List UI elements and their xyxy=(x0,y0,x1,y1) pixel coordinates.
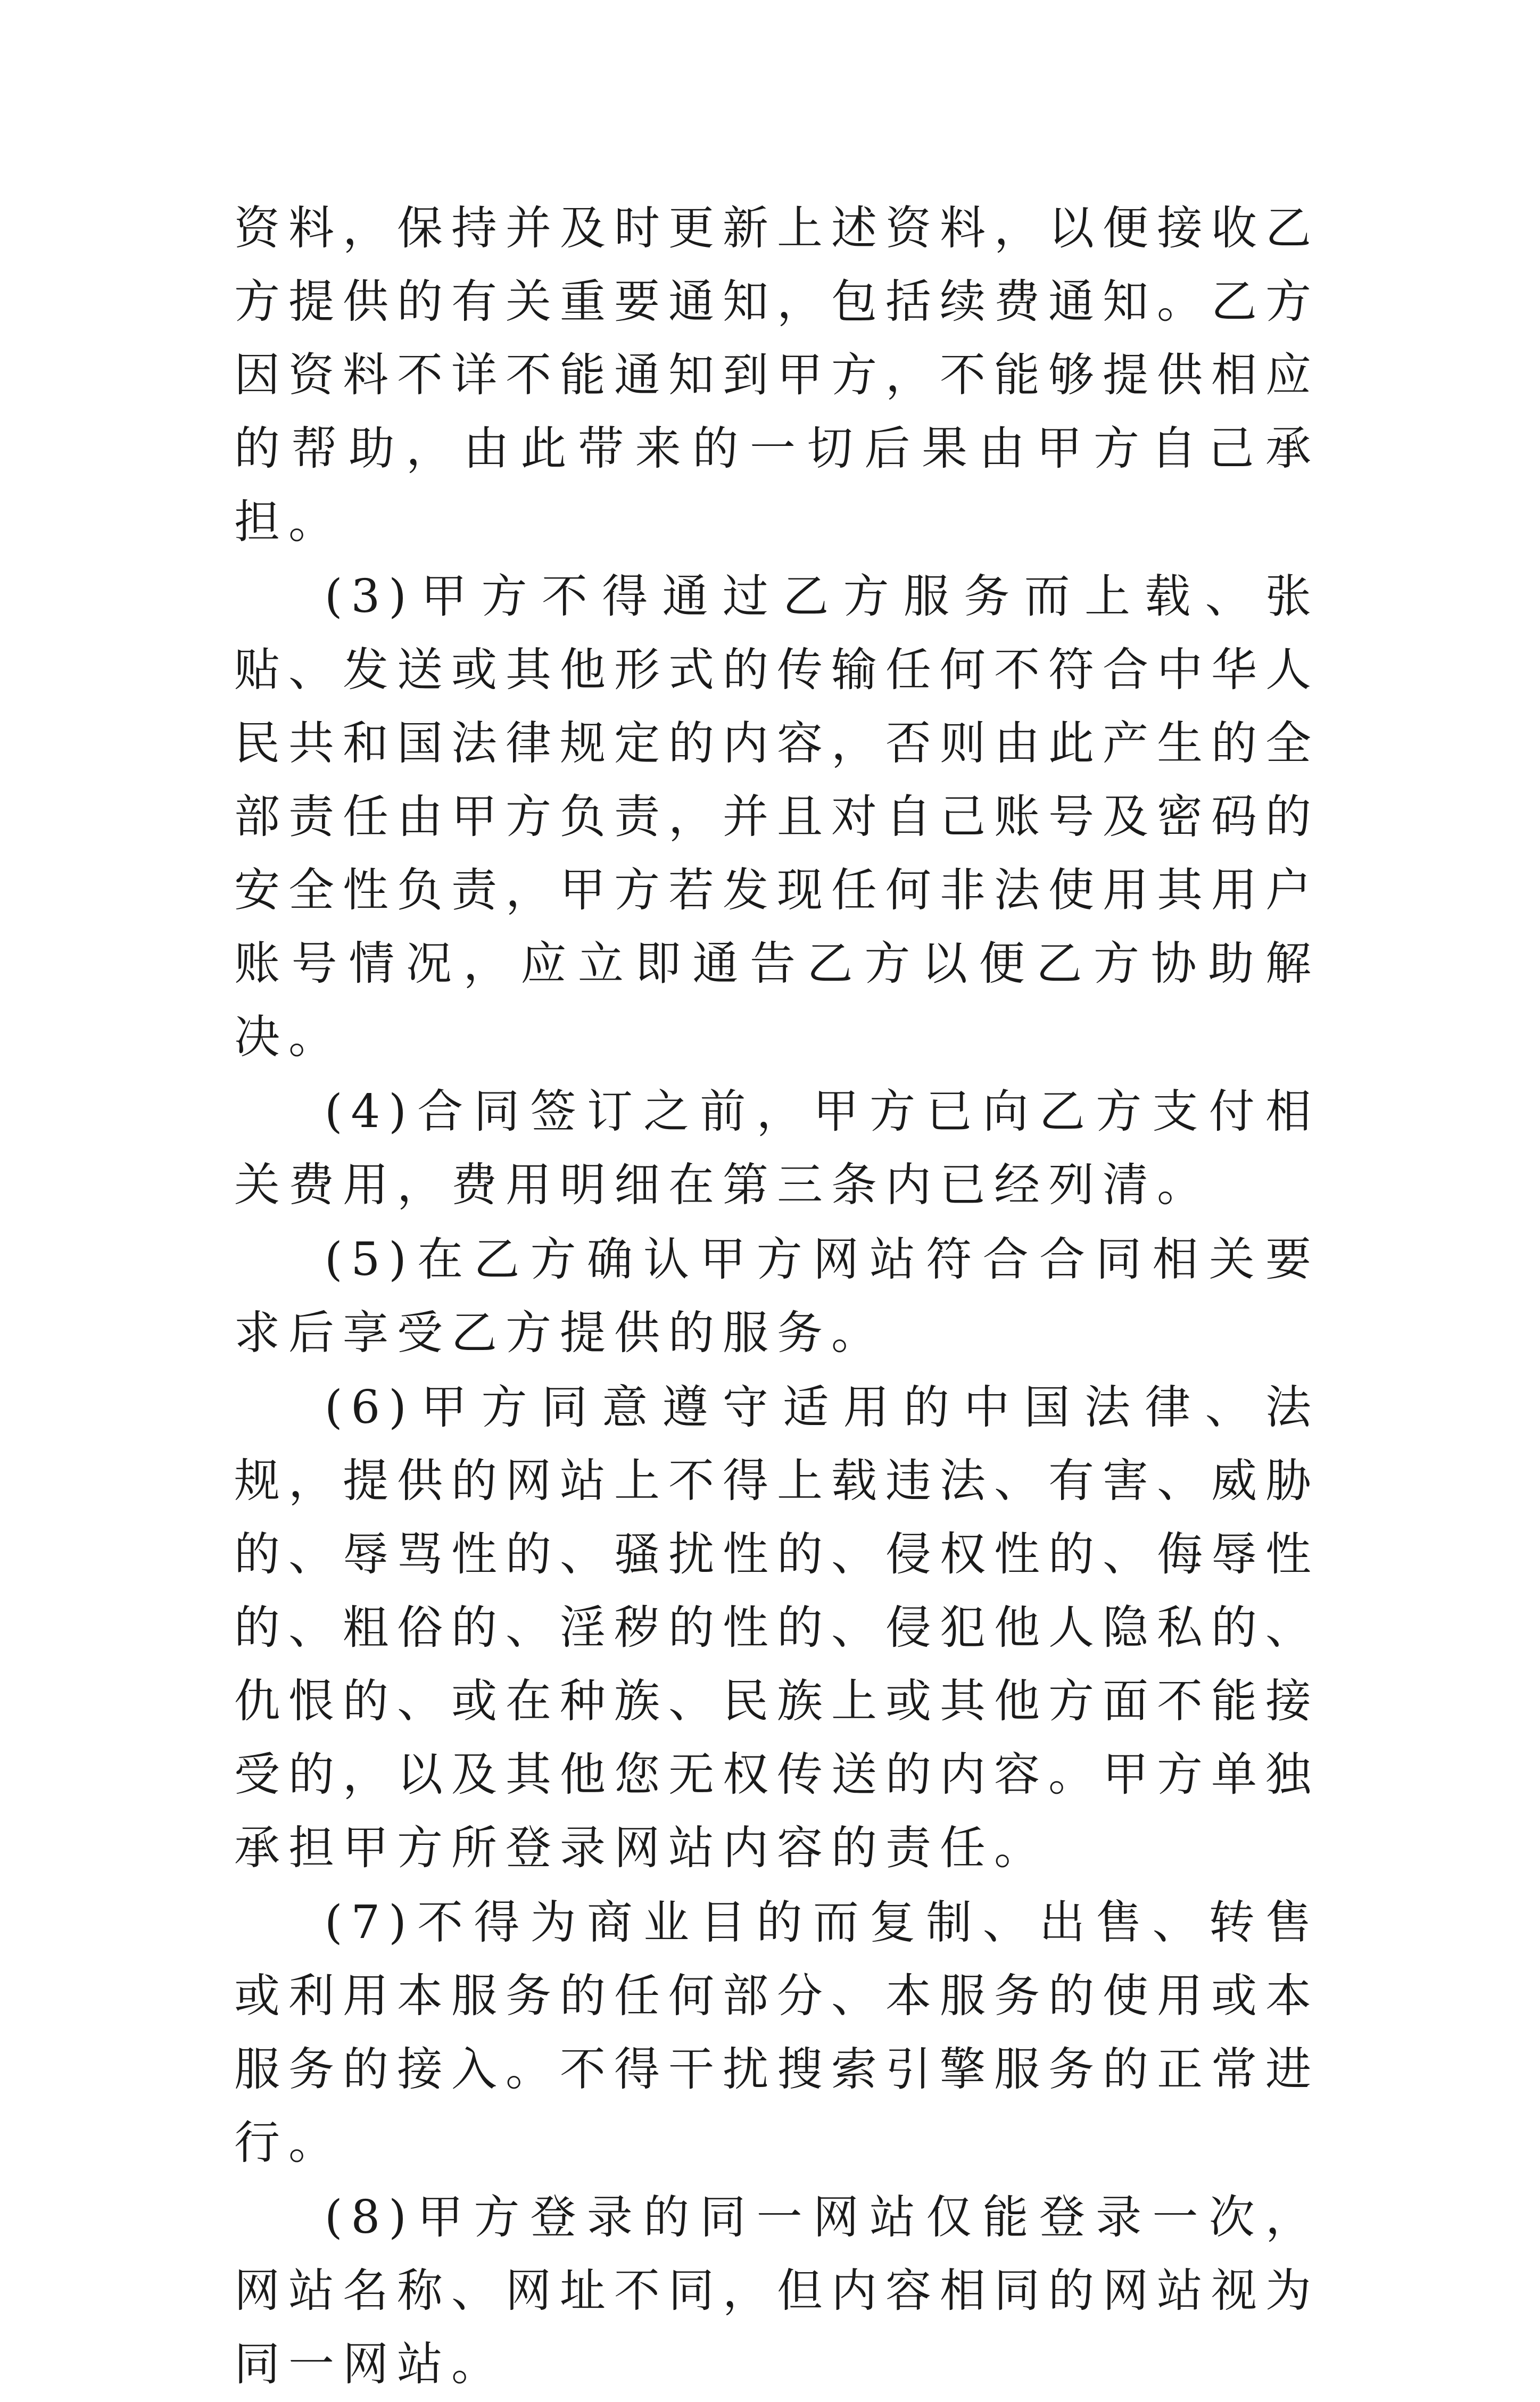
paragraph-clause-4: (4)合同签订之前，甲方已向乙方支付相关费用，费用明细在第三条内已经列清。 xyxy=(234,1085,1320,1212)
paragraph-continuation: 资料，保持并及时更新上述资料，以便接收乙方提供的有关重要通知，包括续费通知。乙方因资料不详不能通知到甲方，不能够提供相应的帮助，由此带来的一切后果由甲方自己承担。 xyxy=(234,202,1320,549)
paragraph-clause-6: (6)甲方同意遵守适用的中国法律、法规，提供的网站上不得上载违法、有害、威胁的、辱骂性的、骚扰性的、侵权性的、侮辱性的、粗俗的、淫秽的性的、侵犯他人隐私的、仇恨的、或在种族、民族上或其他方面不能接受的，以及其他您无权传送的内容。甲方单独承担甲方所登录网站内容的责任。 xyxy=(234,1381,1320,1875)
paragraph-clause-7: (7)不得为商业目的而复制、出售、转售或利用本服务的任何部分、本服务的使用或本服务的接入。不得干扰搜索引擎服务的正常进行。 xyxy=(234,1896,1320,2169)
paragraph-clause-8: (8)甲方登录的同一网站仅能登录一次，网站名称、网址不同，但内容相同的网站视为同一网站。 xyxy=(234,2191,1320,2391)
paragraph-clause-3: (3)甲方不得通过乙方服务而上载、张贴、发送或其他形式的传输任何不符合中华人民共和国法律规定的内容，否则由此产生的全部责任由甲方负责，并且对自己账号及密码的安全性负责，甲方若发现任何非法使用其用户账号情况，应立即通告乙方以便乙方协助解决。 xyxy=(234,570,1320,1064)
document-body xyxy=(234,192,1320,2402)
paragraph-clause-5: (5)在乙方确认甲方网站符合合同相关要求后享受乙方提供的服务。 xyxy=(234,1233,1320,1360)
